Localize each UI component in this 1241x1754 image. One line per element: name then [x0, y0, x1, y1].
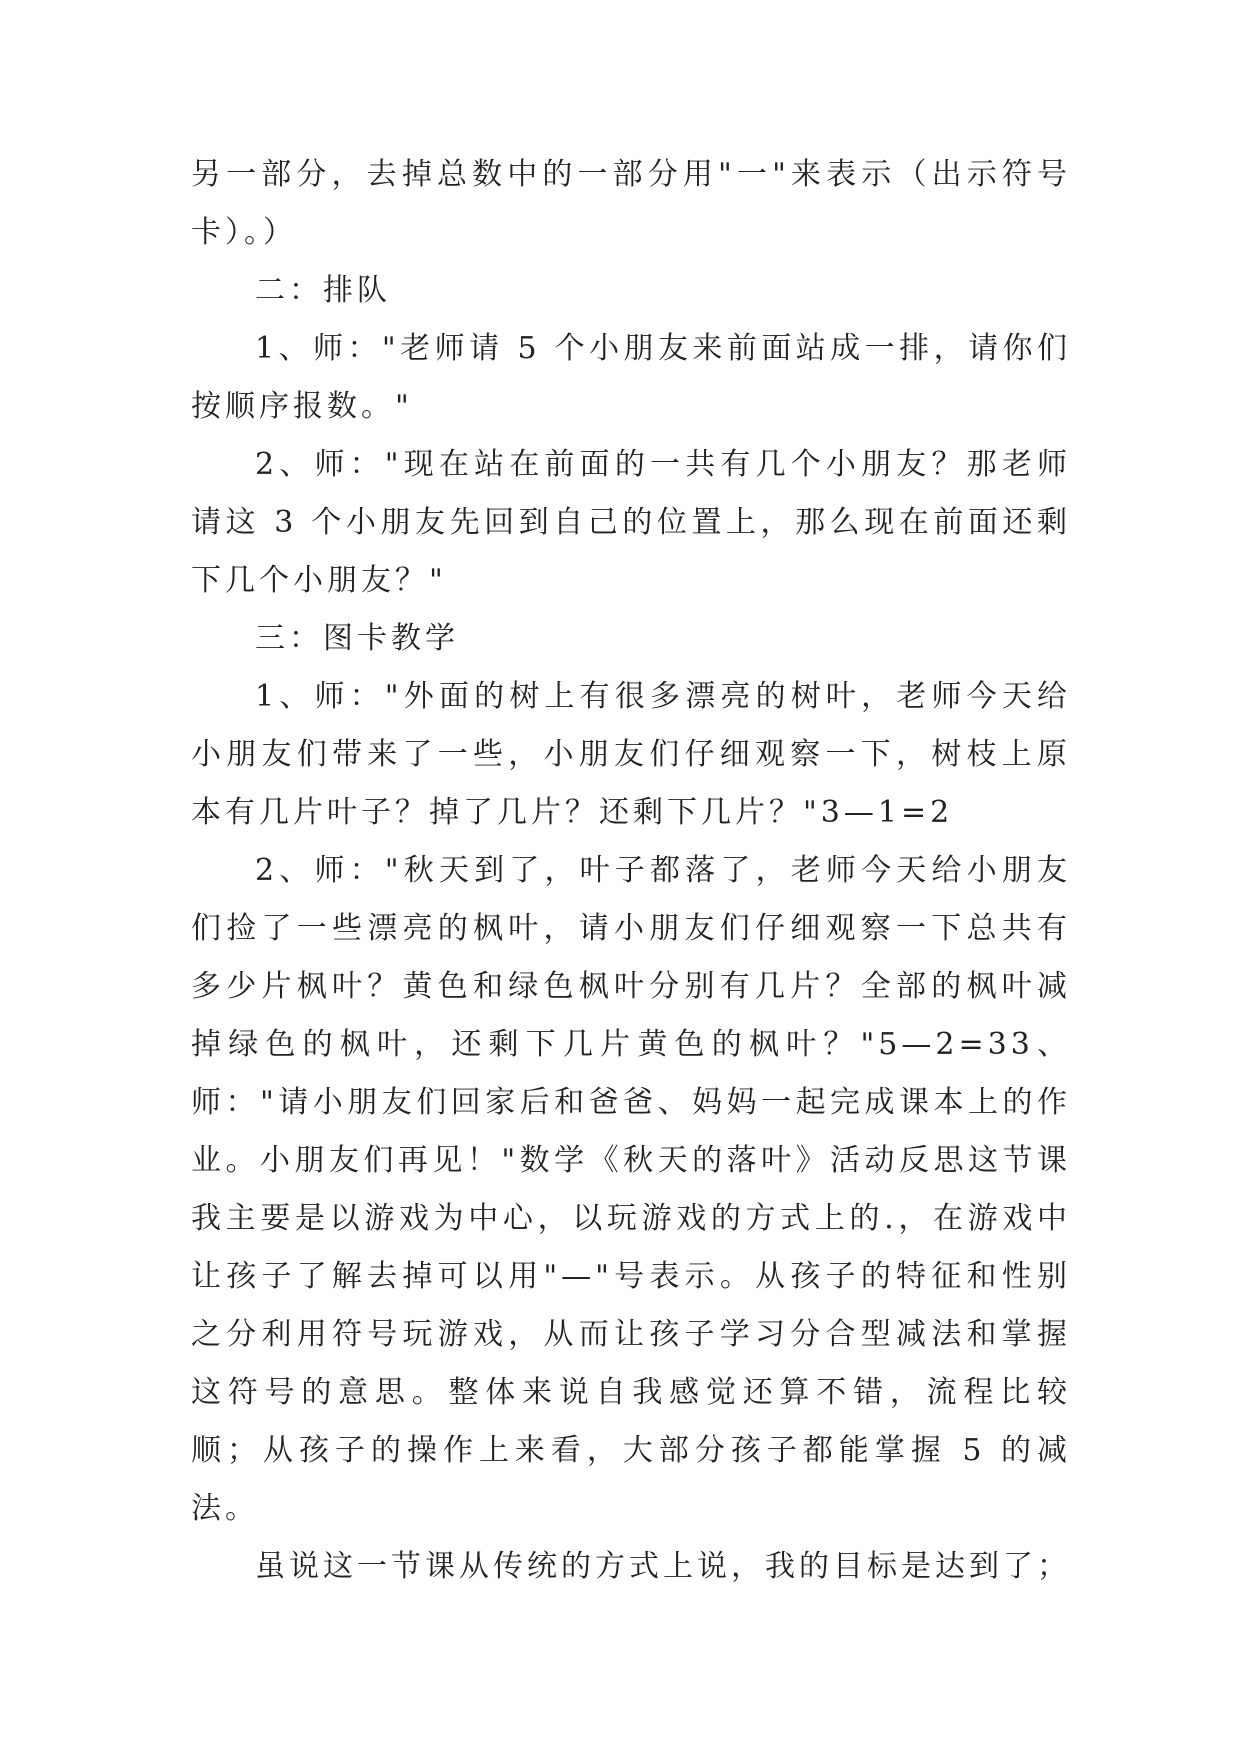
paragraph-queue-step-1: 1、师："老师请 5 个小朋友来前面站成一排，请你们按顺序报数。": [191, 331, 1071, 424]
paragraph-reflection-final: 虽说这一节课从传统的方式上说，我的目标是达到了；: [255, 1549, 1071, 1584]
section-heading-queue: 二：排队: [255, 273, 391, 308]
paragraph-cards-step-2-and-reflection: 2、师："秋天到了，叶子都落了，老师今天给小朋友们捡了一些漂亮的枫叶，请小朋友们仔细观察一下总共有多少片枫叶？黄色和绿色枫叶分别有几片？全部的枫叶减掉绿色的枫叶，还剩下几片黄色的枫叶？"5—2=33、师："请小朋友们回家后和爸爸、妈妈一起完成课本上的作业。小朋友们再见！"数学《秋天的落叶》活动反思这节课我主要是以游戏为中心，以玩游戏的方式上的.，在游戏中让孩子了解去掉可以用"—"号表示。从孩子的特征和性别之分利用符号玩游戏，从而让孩子学习分合型减法和掌握这符号的意思。整体来说自我感觉还算不错，流程比较顺；从孩子的操作上来看，大部分孩子都能掌握 5 的减法。: [191, 853, 1071, 1526]
paragraph-queue-step-2: 2、师："现在站在前面的一共有几个小朋友？那老师请这 3 个小朋友先回到自己的位置上，那么现在前面还剩下几个小朋友？": [191, 447, 1071, 598]
paragraph-continuation: 另一部分，去掉总数中的一部分用"一"来表示（出示符号卡）。）: [191, 157, 1071, 250]
document-page: [191, 146, 1071, 1596]
section-heading-picture-cards: 三：图卡教学: [255, 621, 459, 656]
paragraph-cards-step-1: 1、师："外面的树上有很多漂亮的树叶，老师今天给小朋友们带来了一些，小朋友们仔细观察一下，树枝上原本有几片叶子？掉了几片？还剩下几片？"3—1=2: [191, 679, 1071, 830]
